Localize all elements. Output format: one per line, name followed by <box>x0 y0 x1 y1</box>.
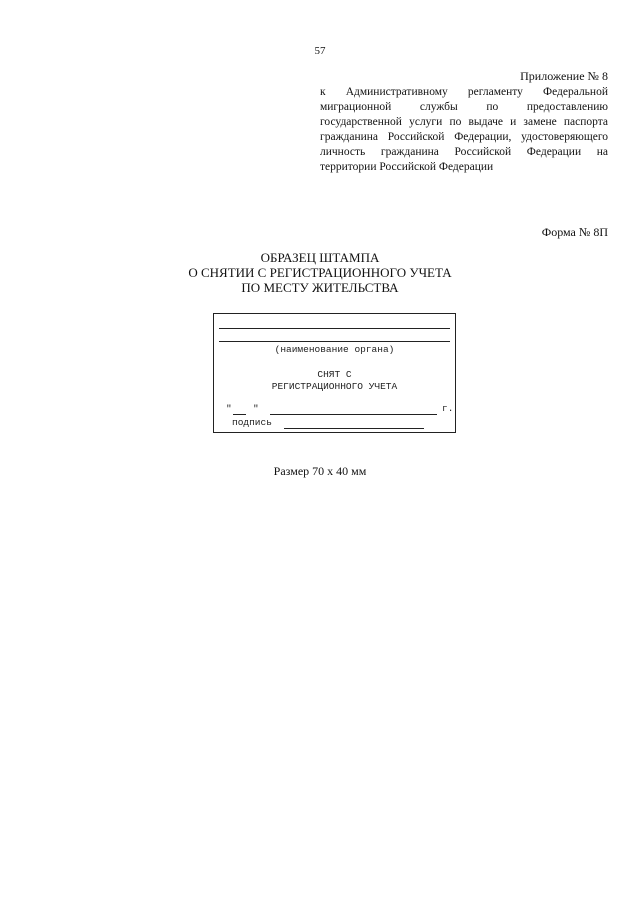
form-label: Форма № 8П <box>541 225 608 239</box>
appendix-text: к Административному регламенту Федеральной миграционной службы по предоставлению государственной услуги по выдаче и замене паспорта гражданина Российской Федерации, удостоверяющего личность гражданина Российской Федерации на территории Российской Федерации <box>320 86 608 173</box>
organ-name-line-2 <box>219 341 450 342</box>
size-note: Размер 70 х 40 мм <box>273 464 367 478</box>
month-blank <box>270 414 437 415</box>
year-suffix: г. <box>442 403 454 414</box>
appendix-title: Приложение № 8 <box>520 69 608 83</box>
day-blank <box>233 414 246 415</box>
signature-blank <box>284 428 424 429</box>
stamp-text-line-2: РЕГИСТРАЦИОННОГО УЧЕТА <box>271 381 398 392</box>
date-row <box>226 403 454 415</box>
organ-name-line-1 <box>219 328 450 329</box>
organ-caption: (наименование органа) <box>274 344 395 355</box>
title-line-3: ПО МЕСТУ ЖИТЕЛЬСТВА <box>241 280 399 295</box>
signature-row <box>232 417 432 429</box>
title-line-2: О СНЯТИИ С РЕГИСТРАЦИОННОГО УЧЕТА <box>188 265 452 280</box>
stamp-sample <box>213 313 456 433</box>
quote-close: " <box>253 403 259 414</box>
signature-label: подпись <box>232 417 272 428</box>
stamp-text-line-1: СНЯТ С <box>317 369 352 380</box>
title-line-1: ОБРАЗЕЦ ШТАМПА <box>260 250 380 265</box>
document-title <box>0 250 640 295</box>
quote-open: " <box>226 403 232 414</box>
page-number: 57 <box>314 45 326 57</box>
